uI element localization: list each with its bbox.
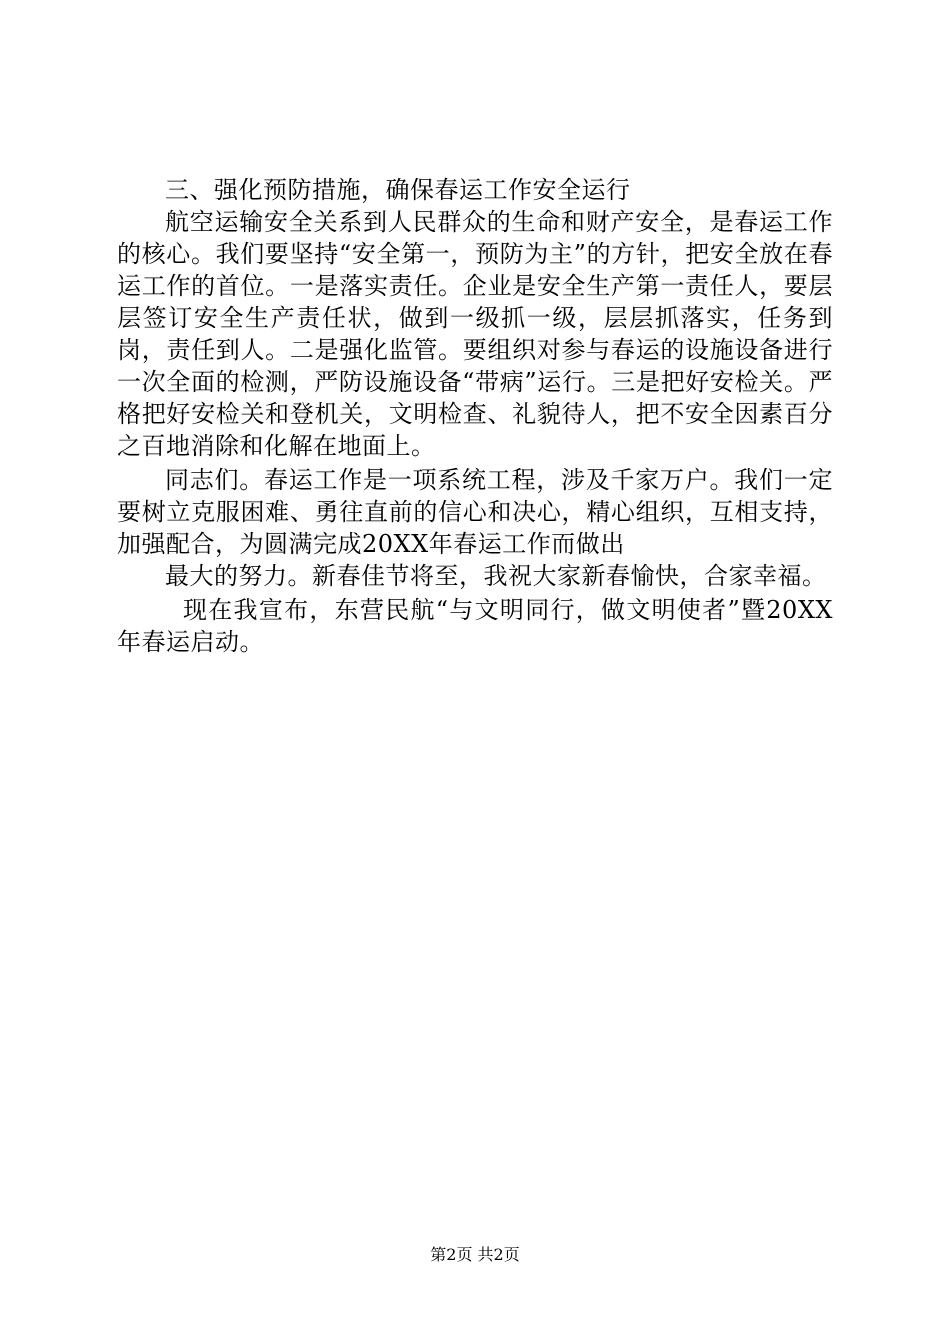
paragraph-wishes: 最大的努力。新春佳节将至，我祝大家新春愉快，合家幸福。 bbox=[165, 562, 827, 590]
paragraph-comrades: 同志们。春运工作是一项系统工程，涉及千家万户。我们一定要树立克服困难、勇往直前的信心和决心，精心组织，互相支持，加强配合，为圆满完成20XX年春运工作而做出 bbox=[117, 466, 833, 558]
paragraph-announcement: 现在我宣布，东营民航“与文明同行，做文明使者”暨20XX年春运启动。 bbox=[117, 596, 833, 656]
page-footer: 第2页 共2页 bbox=[430, 1245, 520, 1264]
document-body bbox=[117, 174, 833, 660]
section-heading: 三、强化预防措施，确保春运工作安全运行 bbox=[165, 176, 631, 204]
paragraph-safety: 航空运输安全关系到人民群众的生命和财产安全，是春运工作的核心。我们要坚持“安全第一，预防为主”的方针，把安全放在春运工作的首位。一是落实责任。企业是安全生产第一责任人，要层层签订安全生产责任状，做到一级抓一级，层层抓落实，任务到岗，责任到人。二是强化监管。要组织对参与春运的设施设备进行一次全面的检测，严防设施设备“带病”运行。三是把好安检关。严格把好安检关和登机关，文明检查、礼貌待人，把不安全因素百分之百地消除和化解在地面上。 bbox=[117, 208, 833, 460]
